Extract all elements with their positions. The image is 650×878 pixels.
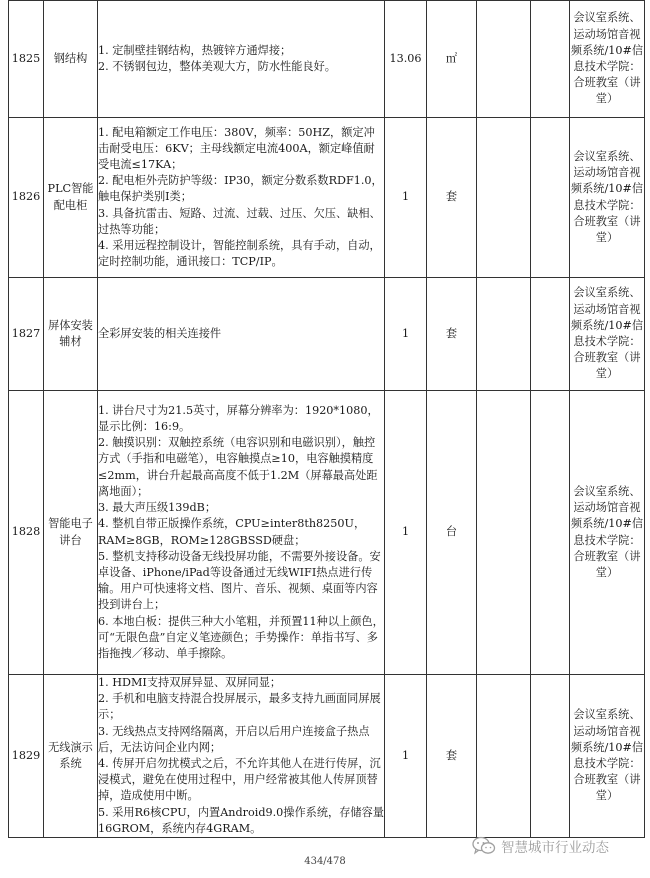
description-line: 全彩屏安装的相关连接件 (98, 326, 222, 340)
item-unit: 套 (427, 675, 477, 838)
description-line: 1. HDMI支持双屏异显、双屏同显； (98, 676, 282, 689)
blank-cell (531, 1, 570, 118)
description-line: 4. 传屏开启勿扰模式之后，不允许其他人在进行传屏，沉浸模式，避免在使用过程中，用户经常被其他人传屏顶替掉，造成使用中断。 (98, 757, 381, 803)
item-name: 钢结构 (44, 1, 98, 118)
item-name: 无线演示系统 (44, 675, 98, 838)
item-unit: 套 (427, 118, 477, 278)
equipment-spec-table (8, 0, 645, 838)
description-line: 2. 触摸识别：双触控系统（电容识别和电磁识别），触控方式（手指和电磁笔），电容触摸点≥10，电容触摸精度≤2mm，讲台升起最高高度不低于1.2M（屏幕最高处距离地面）； (98, 436, 378, 498)
description-line: 3. 最大声压级139dB； (98, 501, 217, 515)
spec-sheet (8, 0, 645, 838)
description-line: 3. 无线热点支持网络隔离，开启以后用户连接盒子热点后，无法访问企业内网； (98, 724, 370, 754)
description-line: 2. 配电柜外壳防护等级：IP30，额定分数系数RDF1.0，触电保护类别Ⅰ类； (98, 174, 383, 204)
blank-cell (531, 118, 570, 278)
item-unit: ㎡ (427, 1, 477, 118)
item-location: 会议室系统、运动场馆音视频系统/10#信息技术学院：合班教室（讲堂） (570, 675, 645, 838)
blank-cell (531, 391, 570, 675)
item-number: 1825 (9, 1, 44, 118)
item-quantity: 1 (385, 391, 427, 675)
description-line: 4. 采用远程控制设计，智能控制系统，具有手动，自动，定时控制功能，通讯接口：TCP/IP。 (98, 239, 381, 269)
table-row (9, 278, 645, 391)
blank-cell (477, 391, 531, 675)
description-line: 1. 讲台尺寸为21.5英寸，屏幕分辨率为：1920*1080，显示比例：16:9。 (98, 403, 379, 434)
item-quantity: 1 (385, 118, 427, 278)
item-name: PLC智能配电柜 (44, 118, 98, 278)
description-line: 1. 配电箱额定工作电压：380V，频率：50HZ，额定冲击耐受电压：6KV；主母线额定电流400A，额定峰值耐受电流≤17KA； (98, 125, 375, 171)
blank-cell (477, 278, 531, 391)
table-row (9, 1, 645, 118)
table-row (9, 675, 645, 838)
item-number: 1826 (9, 118, 44, 278)
blank-cell (477, 118, 531, 278)
wechat-icon (472, 836, 496, 856)
description-line: 2. 手机和电脑支持混合投屏展示，最多支持九画面同屏展示； (98, 692, 381, 722)
blank-cell (477, 1, 531, 118)
item-name: 智能电子讲台 (44, 391, 98, 675)
description-line: 6. 本地白板：提供三种大小笔粗，并预置11种以上颜色，可“无限色盘”自定义笔迹颜色；手势操作：单指书写、多指拖拽／移动、单手擦除。 (98, 614, 384, 660)
item-quantity: 13.06 (385, 1, 427, 118)
description-line: 5. 采用R6核CPU，内置Android9.0操作系统，存储容量16GROM，系统内存4GRAM。 (98, 805, 384, 835)
item-description (98, 118, 385, 278)
item-number: 1827 (9, 278, 44, 391)
item-description (98, 1, 385, 118)
item-description (98, 391, 385, 675)
table-row (9, 118, 645, 278)
item-unit: 套 (427, 278, 477, 391)
page-number: 434/478 (304, 856, 346, 867)
item-number: 1829 (9, 675, 44, 838)
blank-cell (477, 675, 531, 838)
item-quantity: 1 (385, 675, 427, 838)
watermark-text: 智慧城市行业动态 (501, 840, 609, 856)
item-description (98, 278, 385, 391)
description-line: 4. 整机自带正版操作系统，CPU≥inter8th8250U，RAM≥8GB，ROM≥128GBSSD硬盘； (98, 517, 366, 547)
description-line: 5. 整机支持移动设备无线投屏功能，不需要外接设备。安卓设备、iPhone/iPad等设备通过无线WIFI热点进行传输。用户可快速将文档、图片、音乐、视频、桌面等内容投到讲台上； (98, 549, 381, 612)
item-description (98, 675, 385, 838)
item-quantity: 1 (385, 278, 427, 391)
blank-cell (531, 278, 570, 391)
item-location: 会议室系统、运动场馆音视频系统/10#信息技术学院：合班教室（讲堂） (570, 278, 645, 391)
item-unit: 台 (427, 391, 477, 675)
watermark (472, 836, 609, 856)
description-line: 2. 不锈钢包边，整体美观大方，防水性能良好。 (98, 60, 336, 73)
item-name: 屏体安装辅材 (44, 278, 98, 391)
item-location: 会议室系统、运动场馆音视频系统/10#信息技术学院：合班教室（讲堂） (570, 1, 645, 118)
item-number: 1828 (9, 391, 44, 675)
blank-cell (531, 675, 570, 838)
description-line: 1. 定制壁挂钢结构，热镀锌方通焊接； (98, 43, 292, 57)
description-line: 3. 具备抗雷击、短路、过流、过载、过压、欠压、缺相、过热等功能； (98, 206, 381, 236)
item-location: 会议室系统、运动场馆音视频系统/10#信息技术学院：合班教室（讲堂） (570, 118, 645, 278)
item-location: 会议室系统、运动场馆音视频系统/10#信息技术学院：合班教室（讲堂） (570, 391, 645, 675)
table-row (9, 391, 645, 675)
